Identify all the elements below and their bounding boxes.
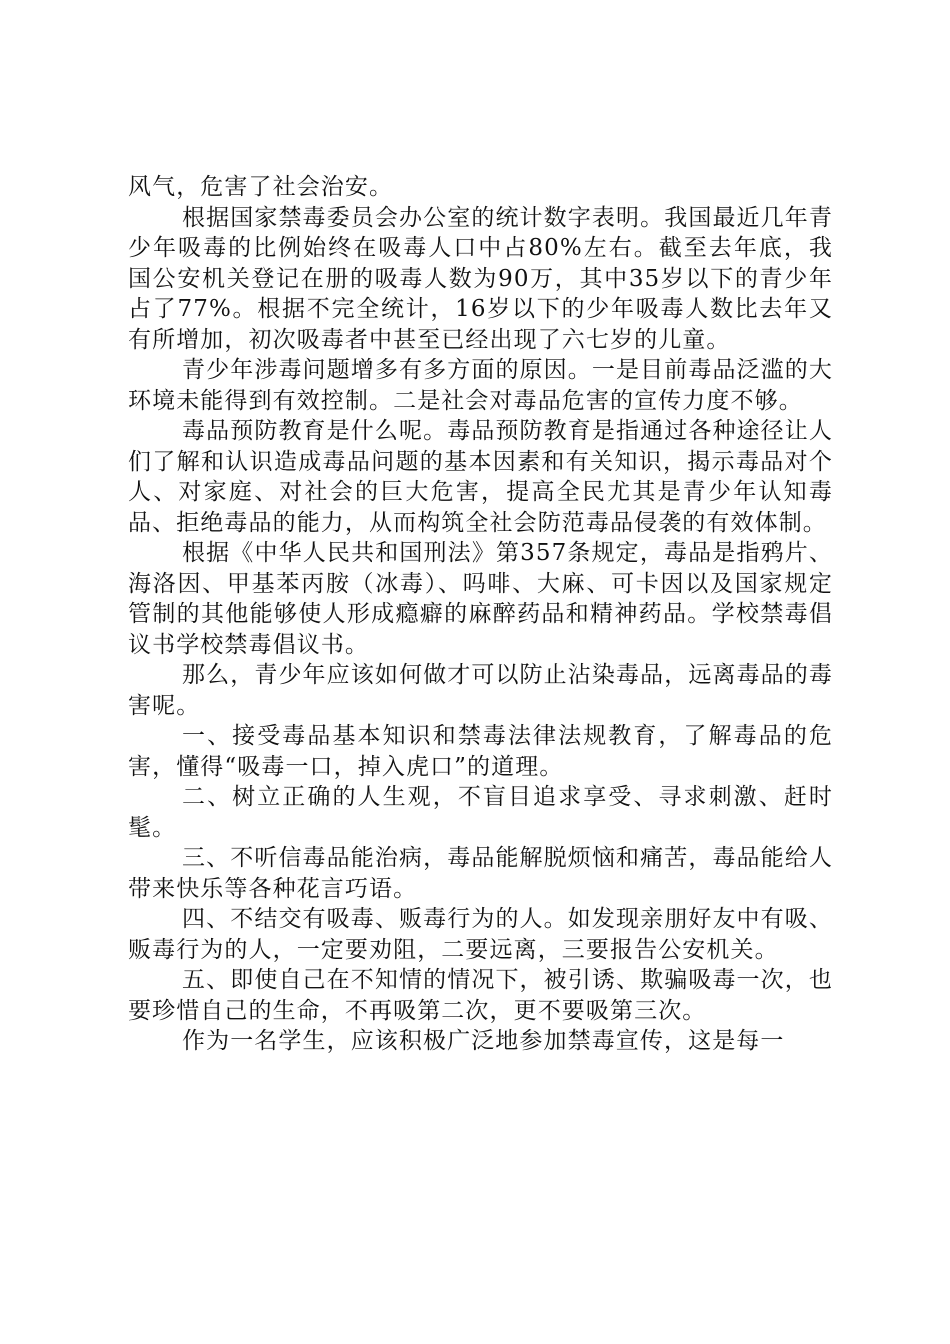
list-item: 一、接受毒品基本知识和禁毒法律法规教育，了解毒品的危害，懂得“吸毒一口，掉入虎口”的道理。: [128, 723, 833, 780]
document-body: [128, 172, 833, 1057]
paragraph: 毒品预防教育是什么呢。毒品预防教育是指通过各种途径让人们了解和认识造成毒品问题的基本因素和有关知识，揭示毒品对个人、对家庭、对社会的巨大危害，提高全民尤其是青少年认知毒品、拒绝毒品的能力，从而构筑全社会防范毒品侵袭的有效体制。: [128, 418, 833, 536]
list-item: 五、即使自己在不知情的情况下，被引诱、欺骗吸毒一次，也要珍惜自己的生命，不再吸第二次，更不要吸第三次。: [128, 967, 833, 1024]
list-item: 三、不听信毒品能治病，毒品能解脱烦恼和痛苦，毒品能给人带来快乐等各种花言巧语。: [128, 845, 833, 902]
paragraph: 作为一名学生，应该积极广泛地参加禁毒宣传，这是每一: [182, 1028, 785, 1054]
list-item: 二、树立正确的人生观，不盲目追求享受、寻求刺激、赶时髦。: [128, 784, 833, 841]
paragraph: 根据国家禁毒委员会办公室的统计数字表明。我国最近几年青少年吸毒的比例始终在吸毒人口中占80%左右。截至去年底，我国公安机关登记在册的吸毒人数为90万，其中35岁以下的青少年占了77%。根据不完全统计，16岁以下的少年吸毒人数比去年又有所增加，初次吸毒者中甚至已经出现了六七岁的儿童。: [128, 204, 833, 353]
paragraph: 青少年涉毒问题增多有多方面的原因。一是目前毒品泛滥的大环境未能得到有效控制。二是社会对毒品危害的宣传力度不够。: [128, 357, 833, 414]
list-item: 四、不结交有吸毒、贩毒行为的人。如发现亲朋好友中有吸、贩毒行为的人，一定要劝阻，二要远离，三要报告公安机关。: [128, 906, 833, 963]
paragraph: 风气，危害了社会治安。: [128, 174, 394, 200]
paragraph: 那么，青少年应该如何做才可以防止沾染毒品，远离毒品的毒害呢。: [128, 662, 833, 719]
paragraph: 根据《中华人民共和国刑法》第357条规定，毒品是指鸦片、海洛因、甲基苯丙胺（冰毒）、吗啡、大麻、可卡因以及国家规定管制的其他能够使人形成瘾癖的麻醉药品和精神药品。学校禁毒倡议书学校禁毒倡议书。: [128, 540, 833, 658]
